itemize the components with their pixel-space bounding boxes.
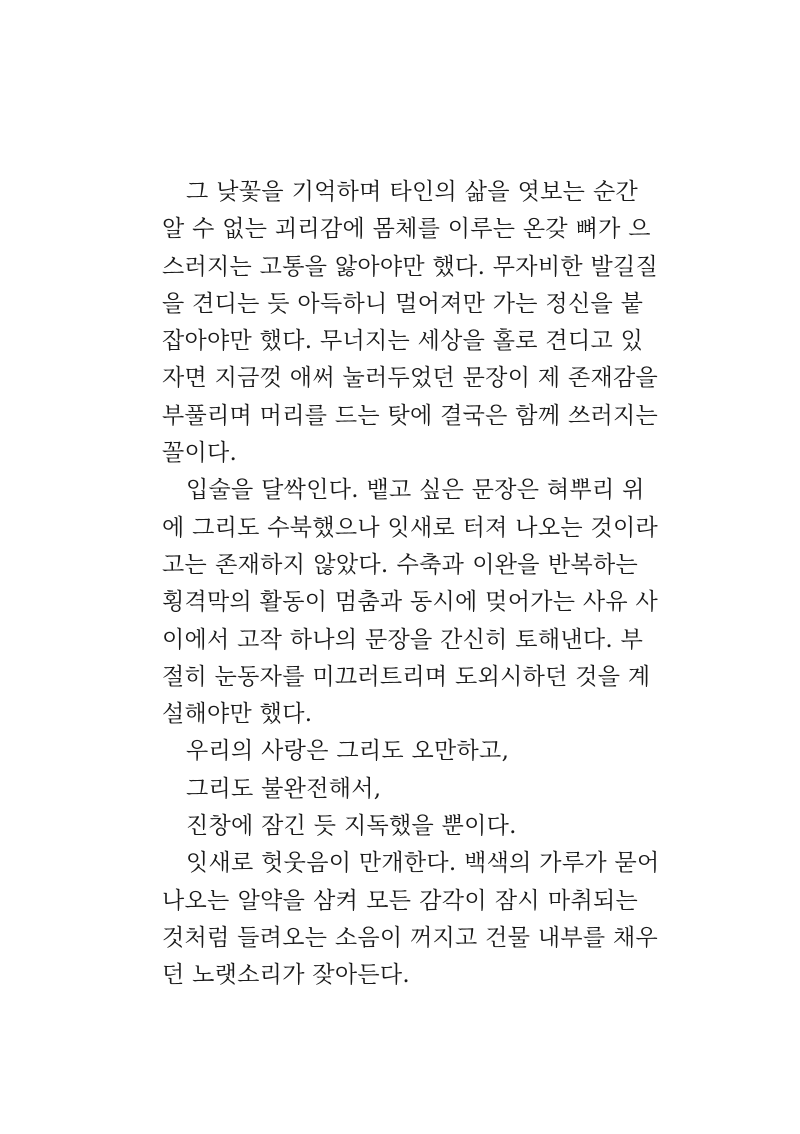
body-text [162,174,660,995]
text-line: 우리의 사랑은 그리도 오만하고, [186,738,510,765]
text-line: 고는 존재하지 않았다. 수축과 이완을 반복하는 [162,551,638,578]
text-line: 그리도 불완전해서, [186,775,382,802]
text-line: 에 그리도 수북했으나 잇새로 터져 나오는 것이라 [162,514,659,541]
text-line: 잇새로 헛웃음이 만개한다. 백색의 가루가 묻어 [186,850,660,877]
text-line: 것처럼 들려오는 소음이 꺼지고 건물 내부를 채우 [162,924,659,951]
text-line: 진창에 잠긴 듯 지독했을 뿐이다. [186,813,517,840]
text-line: 절히 눈동자를 미끄러트리며 도외시하던 것을 계 [162,663,651,690]
text-line: 꼴이다. [162,440,238,467]
text-line: 나오는 알약을 삼켜 모든 감각이 잠시 마취되는 [162,887,638,914]
text-line: 부풀리며 머리를 드는 탓에 결국은 함께 쓰러지는 [162,402,659,429]
text-line: 이에서 고작 하나의 문장을 간신히 토해낸다. 부 [162,626,644,653]
text-line: 스러지는 고통을 앓아야만 했다. 무자비한 발길질 [162,253,659,280]
text-line: 횡격막의 활동이 멈춤과 동시에 멎어가는 사유 사 [162,589,659,616]
text-line: 을 견디는 듯 아득하니 멀어져만 가는 정신을 붙 [162,290,644,317]
text-line: 던 노랫소리가 잦아든다. [162,962,411,989]
text-line: 입술을 달싹인다. 뱉고 싶은 문장은 혀뿌리 위 [186,477,645,504]
text-line: 자면 지금껏 애써 눌러두었던 문장이 제 존재감을 [162,365,659,392]
text-line: 알 수 없는 괴리감에 몸체를 이루는 온갖 뼈가 으 [162,216,651,243]
text-line: 그 낮꽃을 기억하며 타인의 삶을 엿보는 순간 [186,179,638,205]
text-line: 설해야만 했다. [162,701,313,728]
text-line: 잡아야만 했다. 무너지는 세상을 홀로 견디고 있 [162,328,644,355]
